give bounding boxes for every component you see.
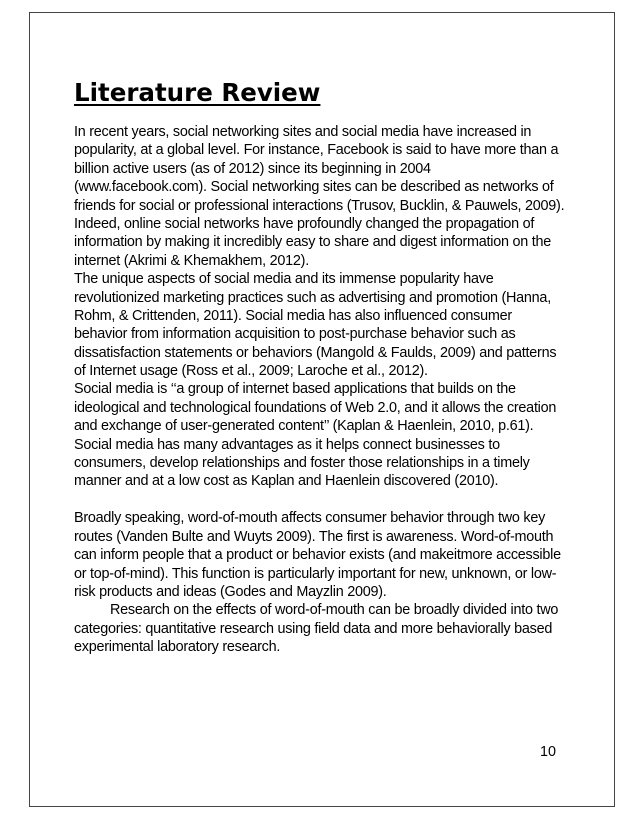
body-text bbox=[74, 123, 594, 657]
text-line: revolutionized marketing practices such as advertising and promotion (Hanna, bbox=[74, 289, 551, 306]
text-line: or top-of-mind). This function is particularly important for new, unknown, or low- bbox=[74, 565, 557, 582]
text-line: categories: quantitative research using field data and more behaviorally based bbox=[74, 620, 553, 637]
text-line: manner and at a low cost as Kaplan and Haenlein discovered (2010). bbox=[74, 473, 499, 490]
text-line: ideological and technological foundations of Web 2.0, and it allows the creation bbox=[74, 399, 557, 416]
text-line: The unique aspects of social media and its immense popularity have bbox=[74, 271, 494, 288]
text-line: consumers, develop relationships and foster those relationships in a timely bbox=[74, 455, 530, 472]
text-line-indented: Research on the effects of word-of-mouth can be broadly divided into two bbox=[110, 602, 559, 619]
text-line: information by making it incredibly easy to share and digest information on the bbox=[74, 234, 551, 251]
text-line: experimental laboratory research. bbox=[74, 639, 281, 656]
section-heading: Literature Review bbox=[74, 78, 321, 107]
text-line: and exchange of user-generated content’’ (Kaplan & Haenlein, 2010, p.61). bbox=[74, 418, 534, 435]
text-line: behavior from information acquisition to post-purchase behavior such as bbox=[74, 326, 516, 343]
text-line: can inform people that a product or behavior exists (and makeitmore accessible bbox=[74, 547, 561, 564]
page-number: 10 bbox=[540, 744, 557, 760]
text-line: Broadly speaking, word-of-mouth affects consumer behavior through two key bbox=[74, 510, 546, 527]
text-line: of Internet usage (Ross et al., 2009; Laroche et al., 2012). bbox=[74, 363, 428, 380]
text-line: dissatisfaction statements or behaviors (Mangold & Faulds, 2009) and patterns bbox=[74, 344, 557, 361]
paragraph-spacer bbox=[74, 491, 594, 510]
text-line: Social media has many advantages as it helps connect businesses to bbox=[74, 436, 500, 453]
text-line: Social media is ‘‘a group of internet based applications that builds on the bbox=[74, 381, 516, 398]
text-line: Indeed, online social networks have profoundly changed the propagation of bbox=[74, 215, 535, 232]
text-line: (www.facebook.com). Social networking sites can be described as networks of bbox=[74, 179, 554, 196]
text-line: In recent years, social networking sites and social media have increased in bbox=[74, 124, 532, 140]
text-line: billion active users (as of 2012) since its beginning in 2004 bbox=[74, 160, 431, 177]
text-line: Rohm, & Crittenden, 2011). Social media has also influenced consumer bbox=[74, 307, 512, 324]
text-line: risk products and ideas (Godes and Mayzlin 2009). bbox=[74, 583, 387, 600]
text-line: popularity, at a global level. For instance, Facebook is said to have more than a bbox=[74, 142, 559, 159]
text-line: friends for social or professional interactions (Trusov, Bucklin, & Pauwels, 2009). bbox=[74, 197, 565, 214]
text-line: internet (Akrimi & Khemakhem, 2012). bbox=[74, 252, 309, 269]
text-line: routes (Vanden Bulte and Wuyts 2009). The first is awareness. Word-of-mouth bbox=[74, 528, 554, 545]
